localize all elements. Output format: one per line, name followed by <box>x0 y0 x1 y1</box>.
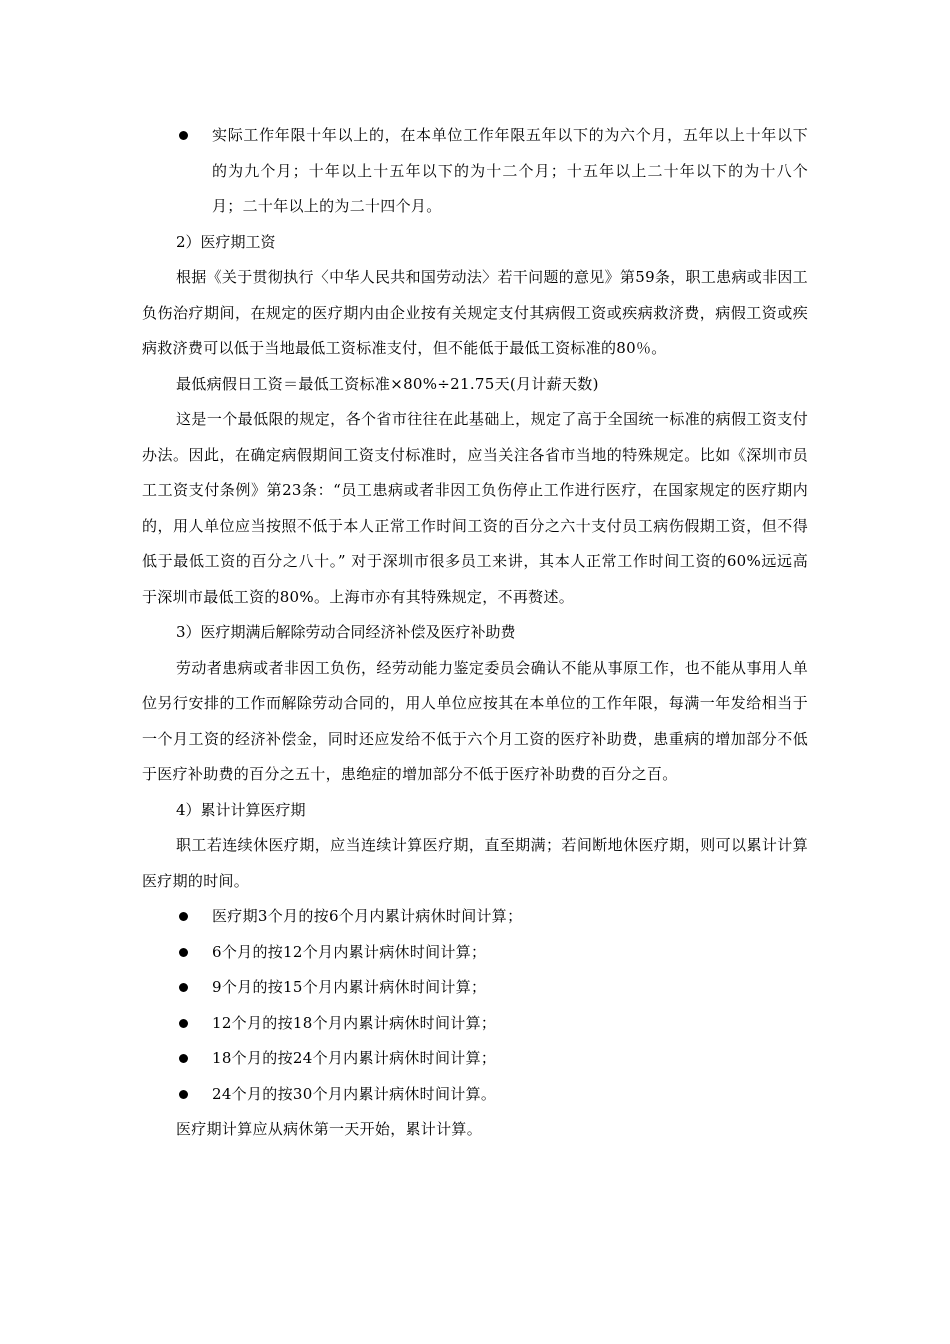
list-item <box>142 1006 808 1042</box>
list-item <box>142 118 808 225</box>
list-item-text: 24个月的按30个月内累计病休时间计算。 <box>212 1084 497 1103</box>
formula-line: 最低病假日工资＝最低工资标准×80%÷21.75天(月计薪天数) <box>176 374 599 393</box>
list-item <box>142 899 808 935</box>
section-heading-4: 4）累计计算医疗期 <box>176 800 306 819</box>
bullet-icon <box>179 131 188 140</box>
paragraph: 职工若连续休医疗期，应当连续计算医疗期，直至期满；若间断地休医疗期，则可以累计计算医疗期的时间。 <box>142 836 808 890</box>
paragraph: 根据《关于贯彻执行〈中华人民共和国劳动法〉若干问题的意见》第59条，职工患病或非因工负伤治疗期间，在规定的医疗期内由企业按有关规定支付其病假工资或疾病救济费，病假工资或疾病救济费可以低于当地最低工资标准支付，但不能低于最低工资标准的80％。 <box>142 268 808 357</box>
list-item-text: 医疗期3个月的按6个月内累计病休时间计算； <box>212 907 523 925</box>
bullet-icon <box>179 983 188 992</box>
closing-paragraph: 医疗期计算应从病休第一天开始，累计计算。 <box>176 1120 483 1138</box>
bullet-icon <box>179 1090 188 1099</box>
bullet-icon <box>179 1054 188 1063</box>
paragraph: 劳动者患病或者非因工负伤，经劳动能力鉴定委员会确认不能从事原工作，也不能从事用人单位另行安排的工作而解除劳动合同的，用人单位应按其在本单位的工作年限，每满一年发给相当于一个月工资的经济补偿金，同时还应发给不低于六个月工资的医疗补助费，患重病的增加部分不低于医疗补助费的百分之五十，患绝症的增加部分不低于医疗补助费的百分之百。 <box>142 658 808 783</box>
list-item <box>142 935 808 971</box>
list-item-text: 9个月的按15个月内累计病休时间计算； <box>212 978 487 996</box>
list-item-text: 18个月的按24个月内累计病休时间计算； <box>212 1049 497 1067</box>
list-item <box>142 970 808 1006</box>
list-item-text: 12个月的按18个月内累计病休时间计算； <box>212 1013 497 1032</box>
bullet-icon <box>179 948 188 957</box>
list-item <box>142 1041 808 1077</box>
section-heading-3: 3）医疗期满后解除劳动合同经济补偿及医疗补助费 <box>176 623 516 641</box>
list-item <box>142 1077 808 1113</box>
list-item-text: 6个月的按12个月内累计病休时间计算； <box>212 942 487 961</box>
document-body <box>142 118 808 1148</box>
bullet-icon <box>179 912 188 921</box>
list-item-text: 实际工作年限十年以上的，在本单位工作年限五年以下的为六个月，五年以上十年以下的为九个月；十年以上十五年以下的为十二个月；十五年以上二十年以下的为十八个月；二十年以上的为二十四个月。 <box>212 126 808 215</box>
section-heading-2: 2）医疗期工资 <box>176 232 276 251</box>
paragraph: 这是一个最低限的规定，各个省市往往在此基础上，规定了高于全国统一标准的病假工资支付办法。因此，在确定病假期间工资支付标准时，应当关注各省市当地的特殊规定。比如《深圳市员工工资支付条例》第23条：“员工患病或者非因工负伤停止工作进行医疗，在国家规定的医疗期内的，用人单位应当按照不低于本人正常工作时间工资的百分之六十支付员工病伤假期工资，但不得低于最低工资的百分之八十。” 对于深圳市很多员工来讲，其本人正常工作时间工资的60%远远高于深圳市最低工资的80%。上海市亦有其特殊规定，不再赘述。 <box>142 410 808 606</box>
bullet-icon <box>179 1019 188 1028</box>
